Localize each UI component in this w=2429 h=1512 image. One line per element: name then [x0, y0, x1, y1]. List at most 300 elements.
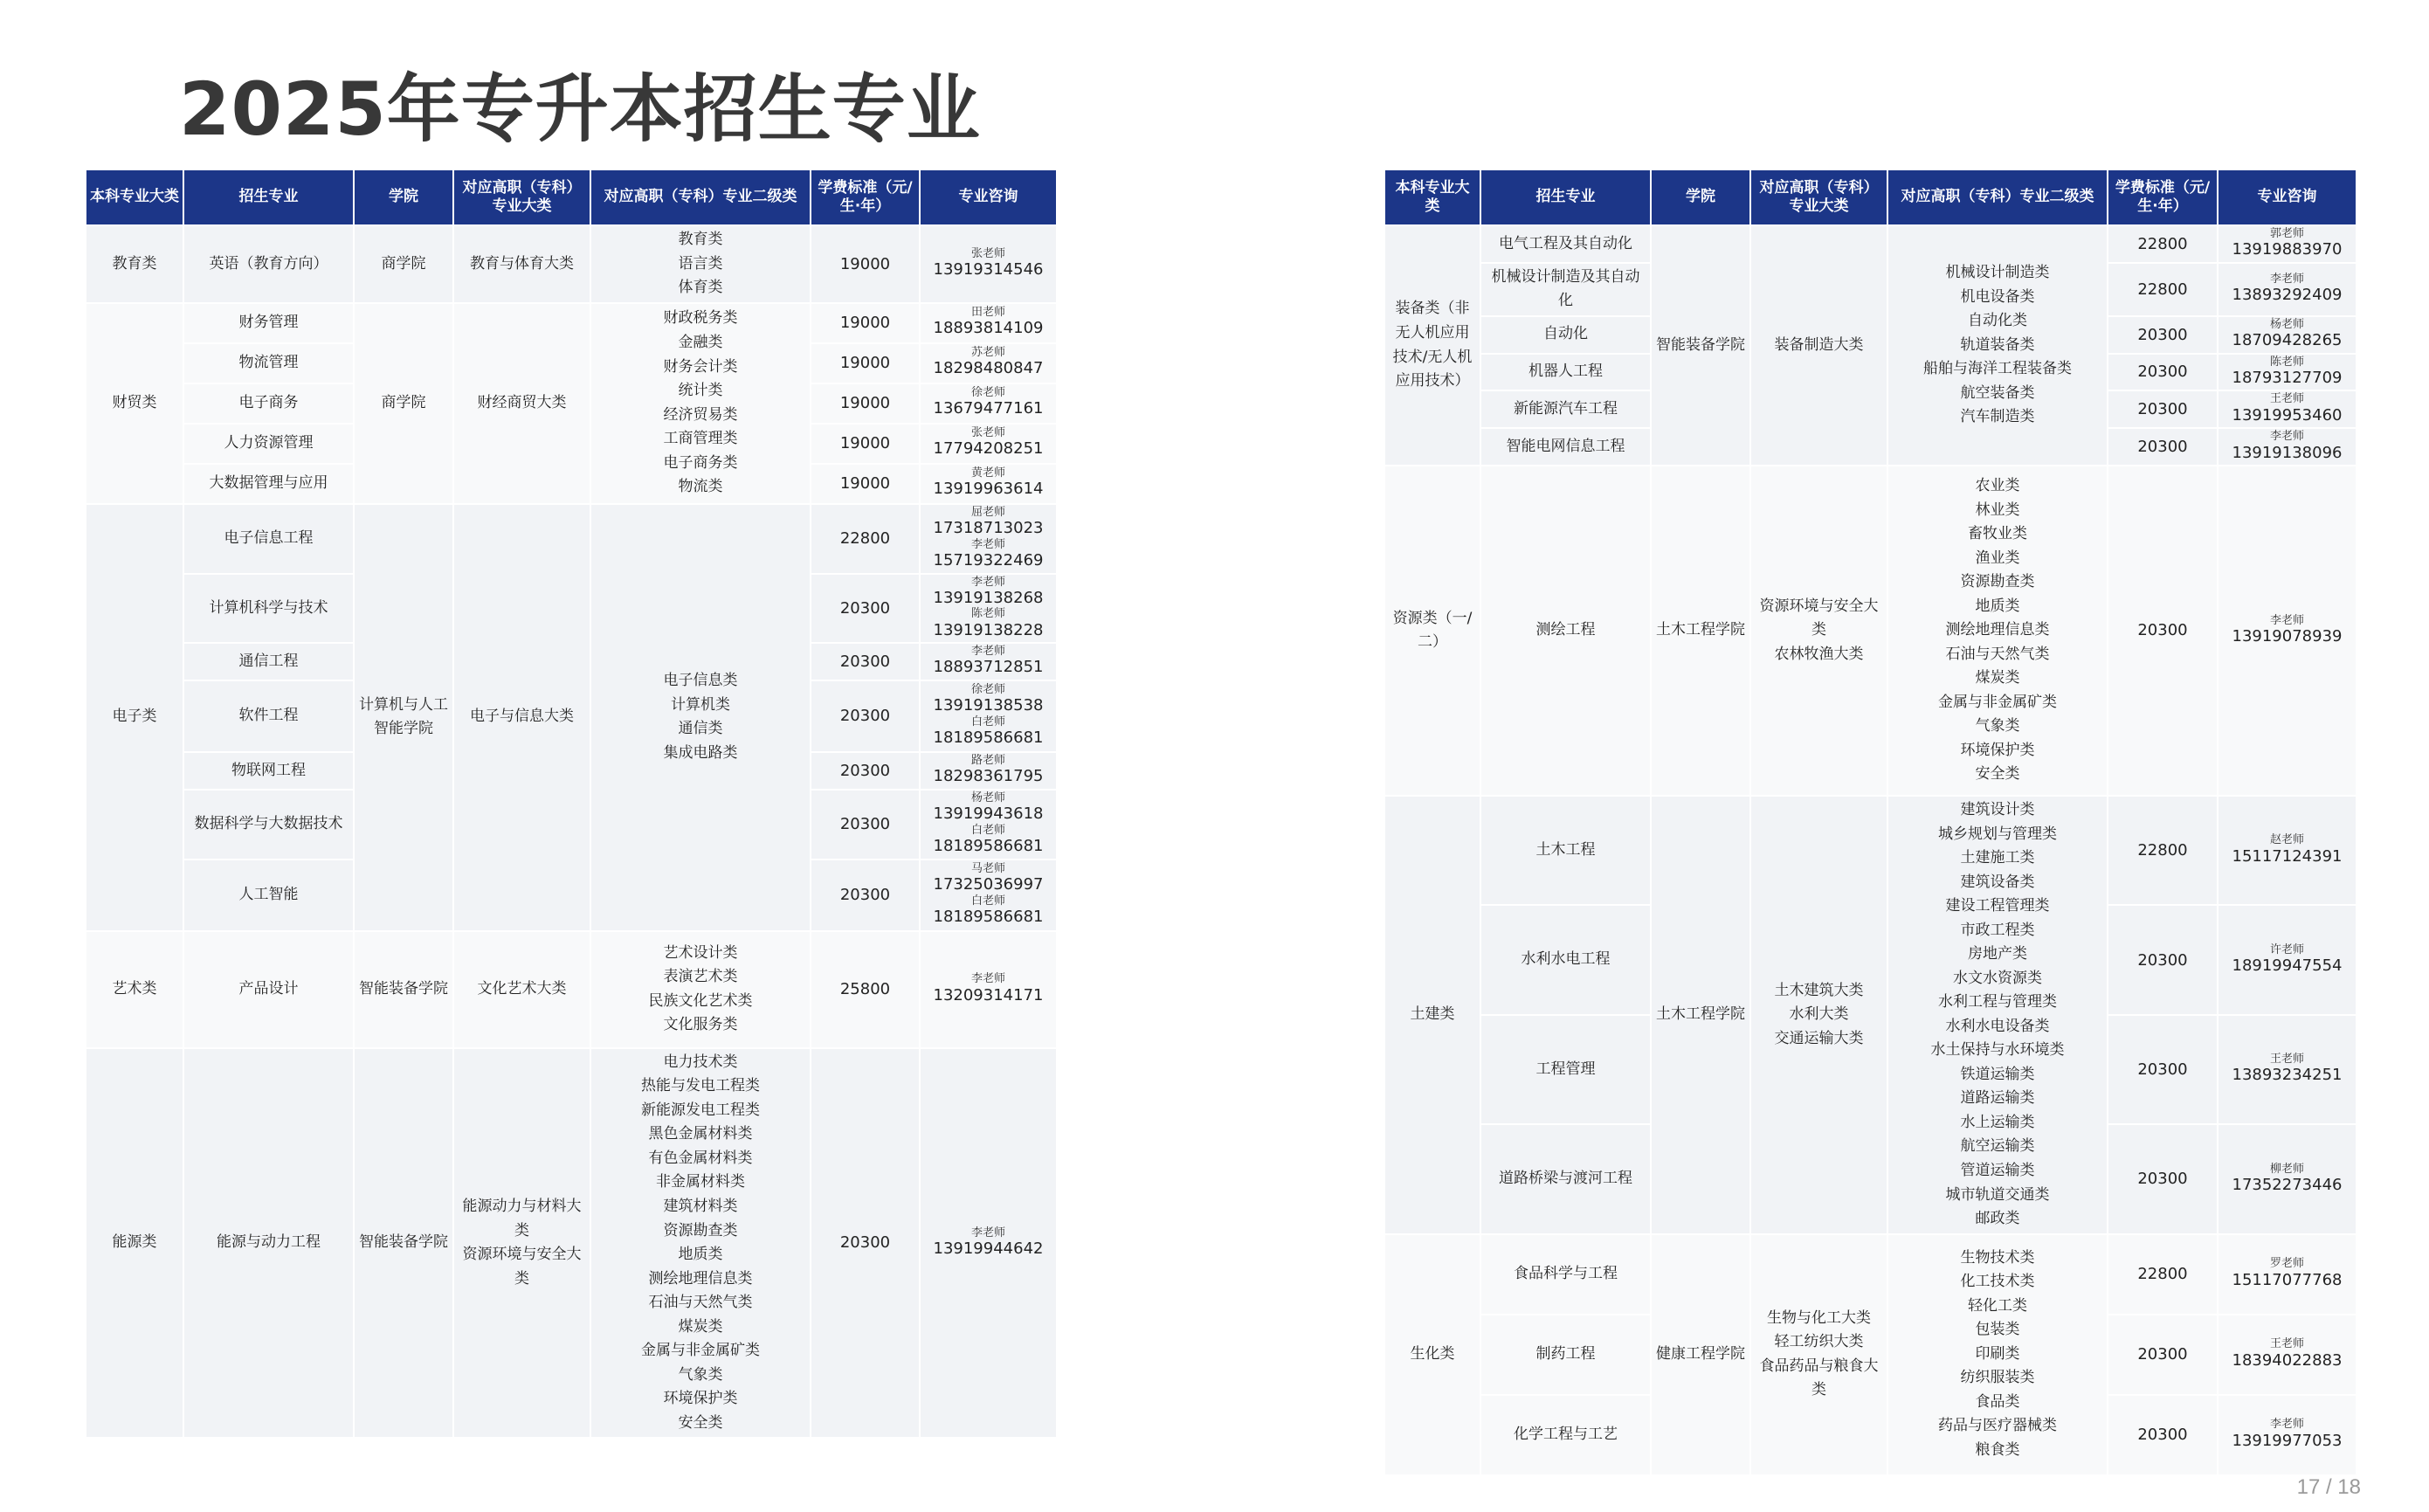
secondary-class-item: 化工技术类	[1960, 1273, 2035, 1291]
contact-phone: 13919963614	[933, 480, 1044, 499]
contact-phone: 13893292409	[2232, 286, 2343, 305]
column-header: 学院	[1651, 169, 1750, 225]
contact-cell	[2218, 905, 2357, 1014]
category-cell: 能源类	[86, 1048, 183, 1439]
major-cell: 人力资源管理	[183, 424, 354, 464]
column-header: 对应高职（专科）专业大类	[1750, 169, 1887, 225]
contact-cell	[920, 383, 1057, 424]
contact-phone: 18189586681	[933, 728, 1044, 748]
fee-cell: 20300	[2108, 354, 2218, 391]
contact-cell	[2218, 1315, 2357, 1395]
contact-phone: 18189586681	[933, 837, 1044, 856]
secondary-class-item: 铁道运输类	[1960, 1065, 2035, 1083]
secondary-class-item: 安全类	[678, 1413, 723, 1432]
major-cell: 道路桥梁与渡河工程	[1480, 1124, 1651, 1233]
vocational-major-cell	[453, 1048, 590, 1439]
contact-cell	[2218, 1124, 2357, 1233]
major-cell: 电子商务	[183, 383, 354, 424]
college-cell: 商学院	[354, 225, 453, 303]
vocational-major-cell	[453, 504, 590, 931]
contact-name: 屈老师	[970, 505, 1005, 519]
contact-cell	[920, 574, 1057, 644]
category-cell: 教育类	[86, 225, 183, 303]
secondary-class-item: 水土保持与水环境类	[1930, 1041, 2065, 1060]
college-cell: 土木工程学院	[1651, 796, 1750, 1234]
secondary-class-item: 渔业类	[1975, 549, 2020, 567]
vocational-major-item: 文化艺术大类	[477, 980, 567, 998]
contact-phone: 13679477161	[933, 399, 1044, 418]
fee-cell: 19000	[811, 383, 920, 424]
table-header-row	[1384, 169, 2357, 225]
contact-phone: 18298361795	[933, 767, 1044, 786]
contact-phone: 13919138096	[2232, 443, 2343, 462]
major-cell: 新能源汽车工程	[1480, 390, 1651, 428]
category-cell: 装备类（非无人机应用技术/无人机应用技术）	[1384, 225, 1480, 466]
major-cell: 电气工程及其自动化	[1480, 225, 1651, 263]
major-cell: 食品科学与工程	[1480, 1234, 1651, 1315]
major-cell: 财务管理	[183, 303, 354, 343]
secondary-class-item: 道路运输类	[1960, 1089, 2035, 1108]
contact-phone: 13893234251	[2232, 1066, 2343, 1085]
contact-name: 李老师	[970, 1225, 1005, 1239]
contact-name: 苏老师	[970, 346, 1005, 360]
category-group	[86, 303, 1057, 504]
major-cell: 测绘工程	[1480, 466, 1651, 796]
contact-name: 李老师	[2269, 1418, 2304, 1432]
table-row	[86, 1048, 1057, 1439]
contact-phone: 18793127709	[2232, 368, 2343, 387]
secondary-class-item: 包装类	[1975, 1321, 2020, 1339]
contact-phone: 13919138268	[933, 588, 1044, 607]
contact-name: 李老师	[2269, 272, 2304, 286]
secondary-class-item: 药品与医疗器械类	[1938, 1417, 2057, 1435]
secondary-class-item: 生物技术类	[1960, 1248, 2035, 1267]
secondary-class-item: 通信类	[678, 720, 723, 738]
secondary-class-item: 自动化类	[1968, 312, 2027, 330]
contact-cell	[920, 424, 1057, 464]
college-cell: 商学院	[354, 303, 453, 504]
secondary-class-item: 气象类	[678, 1365, 723, 1384]
contact-phone: 13209314171	[933, 985, 1044, 1005]
contact-cell	[2218, 225, 2357, 263]
vocational-major-cell	[453, 303, 590, 504]
major-cell: 机械设计制造及其自动化	[1480, 263, 1651, 316]
contact-name: 杨老师	[970, 791, 1005, 804]
contact-cell	[2218, 316, 2357, 354]
major-cell: 水利水电工程	[1480, 905, 1651, 1014]
fee-cell: 19000	[811, 424, 920, 464]
category-cell: 电子类	[86, 504, 183, 931]
secondary-class-item: 民族文化艺术类	[648, 991, 753, 1010]
major-cell: 物流管理	[183, 343, 354, 383]
fee-cell: 22800	[2108, 1234, 2218, 1315]
secondary-class-item: 计算机类	[671, 695, 730, 714]
contact-phone: 18709428265	[2232, 331, 2343, 350]
secondary-class-item: 安全类	[1975, 765, 2020, 784]
major-cell: 土木工程	[1480, 796, 1651, 905]
secondary-class-item: 文化服务类	[663, 1016, 738, 1034]
vocational-major-item: 土木建筑大类	[1774, 981, 1864, 999]
fee-cell: 20300	[811, 643, 920, 680]
secondary-class-item: 电子信息类	[663, 672, 738, 690]
vocational-major-cell	[453, 931, 590, 1048]
category-group	[1384, 225, 2357, 466]
secondary-class-item: 资源勘查类	[1960, 573, 2035, 591]
major-cell: 通信工程	[183, 643, 354, 680]
secondary-class-item: 金属与非金属矿类	[641, 1342, 760, 1360]
contact-phone: 13919883970	[2232, 240, 2343, 259]
contact-phone: 15117077768	[2232, 1270, 2343, 1289]
table-row	[86, 504, 1057, 574]
secondary-class-item: 市政工程类	[1960, 921, 2035, 939]
category-cell: 财贸类	[86, 303, 183, 504]
category-cell: 艺术类	[86, 931, 183, 1048]
secondary-class-item: 教育类	[678, 231, 723, 248]
secondary-class-item: 环境保护类	[663, 1390, 738, 1408]
college-cell: 健康工程学院	[1651, 1234, 1750, 1475]
contact-name: 黄老师	[970, 466, 1005, 480]
contact-cell	[920, 225, 1057, 303]
column-header: 对应高职（专科）专业二级类	[1887, 169, 2108, 225]
secondary-class-item: 财政税务类	[663, 309, 738, 328]
category-cell: 生化类	[1384, 1234, 1480, 1475]
secondary-class-item: 气象类	[1975, 717, 2020, 735]
secondary-class-item: 船舶与海洋工程装备类	[1923, 360, 2072, 378]
secondary-class-item: 非金属材料类	[656, 1173, 745, 1191]
fee-cell: 19000	[811, 343, 920, 383]
contact-phone: 13919314546	[933, 260, 1044, 280]
vocational-major-item: 资源环境与安全大类	[1759, 597, 1879, 639]
contact-name: 李老师	[970, 645, 1005, 659]
contact-name: 李老师	[970, 575, 1005, 589]
contact-phone: 13919944642	[933, 1239, 1044, 1258]
contact-name: 罗老师	[2269, 1257, 2304, 1271]
secondary-class-item: 房地产类	[1968, 945, 2027, 963]
major-cell: 机器人工程	[1480, 354, 1651, 391]
category-cell: 资源类（一/二）	[1384, 466, 1480, 796]
secondary-class-item: 资源勘查类	[663, 1221, 738, 1239]
secondary-class-item: 建设工程管理类	[1945, 897, 2050, 915]
contact-name: 白老师	[970, 715, 1005, 728]
contact-phone: 13919138228	[933, 620, 1044, 639]
contact-phone: 13919078939	[2232, 626, 2343, 646]
secondary-class-item: 煤炭类	[1975, 669, 2020, 687]
secondary-class-item: 轻化工类	[1968, 1296, 2027, 1315]
secondary-class-cell	[1887, 466, 2108, 796]
contact-name: 徐老师	[970, 683, 1005, 697]
vocational-major-item: 能源动力与材料大类	[462, 1197, 582, 1239]
category-group	[86, 931, 1057, 1048]
major-cell: 制药工程	[1480, 1315, 1651, 1395]
fee-cell: 20300	[2108, 466, 2218, 796]
fee-cell: 20300	[811, 1048, 920, 1439]
contact-name: 李老师	[970, 537, 1005, 551]
contact-name: 许老师	[2269, 942, 2304, 956]
contact-phone: 18189586681	[933, 908, 1044, 927]
left-enrollment-table	[85, 169, 1058, 1439]
column-header: 对应高职（专科）专业大类	[453, 169, 590, 225]
column-header: 本科专业大类	[1384, 169, 1480, 225]
secondary-class-item: 水文水资源类	[1953, 969, 2042, 987]
fee-cell: 20300	[811, 752, 920, 790]
vocational-major-item: 水利大类	[1789, 1005, 1849, 1024]
secondary-class-item: 语言类	[678, 254, 723, 273]
fee-cell: 20300	[2108, 905, 2218, 1014]
column-header: 招生专业	[1480, 169, 1651, 225]
fee-cell: 20300	[811, 790, 920, 860]
college-cell: 智能装备学院	[354, 1048, 453, 1439]
fee-cell: 20300	[2108, 1315, 2218, 1395]
contact-phone: 13919943618	[933, 804, 1044, 824]
column-header: 专业咨询	[920, 169, 1057, 225]
secondary-class-cell	[590, 504, 811, 931]
major-cell: 物联网工程	[183, 752, 354, 790]
table-row	[86, 303, 1057, 343]
page-number: 17 / 18	[2296, 1475, 2361, 1499]
table-row	[86, 931, 1057, 1048]
contact-name: 路老师	[970, 753, 1005, 767]
vocational-major-cell	[1750, 1234, 1887, 1475]
contact-phone: 13919953460	[2232, 405, 2343, 425]
fee-cell: 20300	[811, 574, 920, 644]
secondary-class-item: 轨道装备类	[1960, 335, 2035, 354]
fee-cell: 19000	[811, 464, 920, 504]
fee-cell: 20300	[2108, 390, 2218, 428]
contact-phone: 18893814109	[933, 319, 1044, 338]
column-header: 学费标准（元/生·年）	[2108, 169, 2218, 225]
contact-name: 田老师	[970, 306, 1005, 320]
major-cell: 数据科学与大数据技术	[183, 790, 354, 860]
category-group	[86, 225, 1057, 303]
contact-phone: 18919947554	[2232, 956, 2343, 976]
major-cell: 人工智能	[183, 860, 354, 931]
contact-cell	[920, 790, 1057, 860]
contact-name: 马老师	[970, 861, 1005, 875]
secondary-class-item: 地质类	[678, 1246, 723, 1264]
fee-cell: 20300	[2108, 1395, 2218, 1475]
vocational-major-cell	[1750, 796, 1887, 1234]
major-cell: 产品设计	[183, 931, 354, 1048]
table-header-row	[86, 169, 1057, 225]
secondary-class-item: 建筑材料类	[663, 1197, 738, 1215]
category-group	[86, 504, 1057, 931]
right-enrollment-table	[1384, 169, 2357, 1476]
contact-cell	[2218, 390, 2357, 428]
fee-cell: 25800	[811, 931, 920, 1048]
secondary-class-item: 新能源发电工程类	[641, 1101, 760, 1119]
contact-cell	[2218, 1395, 2357, 1475]
secondary-class-item: 财务会计类	[663, 357, 738, 376]
college-cell: 土木工程学院	[1651, 466, 1750, 796]
contact-cell	[2218, 354, 2357, 391]
secondary-class-item: 邮政类	[1975, 1210, 2020, 1228]
contact-name: 白老师	[970, 823, 1005, 837]
table-row	[1384, 225, 2357, 263]
vocational-major-item: 农林牧渔大类	[1774, 645, 1864, 663]
secondary-class-item: 金融类	[678, 334, 723, 351]
secondary-class-item: 黑色金属材料类	[648, 1125, 753, 1143]
category-cell: 土建类	[1384, 796, 1480, 1234]
vocational-major-item: 食品药品与粮食大类	[1759, 1357, 1879, 1399]
column-header: 招生专业	[183, 169, 354, 225]
vocational-major-cell	[453, 225, 590, 303]
secondary-class-item: 机电设备类	[1960, 287, 2035, 306]
fee-cell: 22800	[2108, 796, 2218, 905]
secondary-class-item: 电力技术类	[663, 1053, 738, 1071]
contact-phone: 15719322469	[933, 550, 1044, 570]
contact-phone: 18298480847	[933, 359, 1044, 378]
secondary-class-item: 粮食类	[1975, 1440, 2020, 1459]
contact-cell	[2218, 428, 2357, 466]
secondary-class-item: 食品类	[1975, 1392, 2020, 1411]
secondary-class-item: 电子商务类	[663, 453, 738, 472]
fee-cell: 22800	[2108, 225, 2218, 263]
contact-phone: 17325036997	[933, 875, 1044, 894]
major-cell: 工程管理	[1480, 1015, 1651, 1124]
contact-name: 张老师	[970, 426, 1005, 440]
contact-name: 白老师	[970, 894, 1005, 908]
major-cell: 化学工程与工艺	[1480, 1395, 1651, 1475]
contact-name: 郭老师	[2269, 227, 2304, 240]
fee-cell: 22800	[811, 504, 920, 574]
secondary-class-item: 艺术设计类	[663, 943, 738, 962]
fee-cell: 20300	[2108, 1015, 2218, 1124]
contact-name: 柳老师	[2269, 1162, 2304, 1176]
secondary-class-item: 城乡规划与管理类	[1938, 825, 2057, 843]
table-row	[1384, 466, 2357, 796]
college-cell: 智能装备学院	[1651, 225, 1750, 466]
category-group	[1384, 1234, 2357, 1475]
contact-phone: 17318713023	[933, 519, 1044, 538]
secondary-class-item: 管道运输类	[1960, 1162, 2035, 1180]
secondary-class-item: 石油与天然气类	[648, 1294, 753, 1312]
secondary-class-item: 地质类	[1975, 597, 2020, 615]
contact-name: 陈老师	[970, 607, 1005, 621]
secondary-class-item: 水利水电设备类	[1945, 1017, 2050, 1035]
secondary-class-item: 纺织服装类	[1960, 1369, 2035, 1387]
fee-cell: 20300	[2108, 316, 2218, 354]
contact-cell	[2218, 1234, 2357, 1315]
contact-name: 杨老师	[2269, 317, 2304, 331]
contact-phone: 17352273446	[2232, 1175, 2343, 1194]
category-group	[1384, 466, 2357, 796]
secondary-class-cell	[1887, 1234, 2108, 1475]
contact-phone: 15117124391	[2232, 846, 2343, 866]
column-header: 学费标准（元/生·年）	[811, 169, 920, 225]
secondary-class-item: 热能与发电工程类	[641, 1077, 760, 1095]
contact-phone: 18893712851	[933, 658, 1044, 677]
contact-name: 徐老师	[970, 386, 1005, 400]
vocational-major-item: 教育与体育大类	[470, 254, 574, 273]
secondary-class-item: 体育类	[678, 279, 723, 297]
secondary-class-item: 建筑设计类	[1960, 801, 2035, 819]
fee-cell: 20300	[2108, 428, 2218, 466]
column-header: 学院	[354, 169, 453, 225]
contact-phone: 17794208251	[933, 439, 1044, 459]
major-cell: 电子信息工程	[183, 504, 354, 574]
contact-name: 王老师	[2269, 1053, 2304, 1067]
secondary-class-cell	[590, 931, 811, 1048]
contact-cell	[2218, 796, 2357, 905]
college-cell: 计算机与人工智能学院	[354, 504, 453, 931]
vocational-major-item: 生物与化工大类	[1767, 1308, 1871, 1327]
fee-cell: 20300	[811, 860, 920, 931]
contact-phone: 13919977053	[2232, 1431, 2343, 1450]
contact-cell	[920, 860, 1057, 931]
contact-cell	[920, 343, 1057, 383]
table-row	[1384, 796, 2357, 905]
secondary-class-item: 经济贸易类	[663, 405, 738, 424]
contact-cell	[920, 680, 1057, 752]
secondary-class-item: 集成电路类	[663, 743, 738, 762]
contact-name: 王老师	[2269, 1337, 2304, 1351]
vocational-major-item: 轻工纺织大类	[1774, 1333, 1864, 1351]
secondary-class-item: 畜牧业类	[1968, 525, 2027, 543]
contact-cell	[920, 464, 1057, 504]
secondary-class-item: 统计类	[678, 382, 723, 400]
column-header: 本科专业大类	[86, 169, 183, 225]
contact-name: 李老师	[2269, 613, 2304, 627]
secondary-class-item: 水利工程与管理类	[1938, 993, 2057, 1011]
major-cell: 能源与动力工程	[183, 1048, 354, 1439]
contact-phone: 18394022883	[2232, 1350, 2343, 1370]
vocational-major-item: 交通运输大类	[1774, 1029, 1864, 1047]
secondary-class-item: 工商管理类	[663, 430, 738, 448]
secondary-class-item: 煤炭类	[678, 1317, 723, 1336]
contact-cell	[920, 752, 1057, 790]
secondary-class-cell	[1887, 796, 2108, 1234]
contact-cell	[2218, 1015, 2357, 1124]
contact-phone: 13919138538	[933, 696, 1044, 715]
secondary-class-cell	[1887, 225, 2108, 466]
secondary-class-item: 建筑设备类	[1960, 873, 2035, 891]
college-cell: 智能装备学院	[354, 931, 453, 1048]
table-row	[86, 225, 1057, 303]
page-title: 2025年专升本招生专业	[179, 66, 981, 152]
contact-name: 李老师	[970, 972, 1005, 986]
contact-cell	[2218, 263, 2357, 316]
contact-name: 李老师	[2269, 430, 2304, 444]
table-row	[1384, 1234, 2357, 1315]
vocational-major-item: 财经商贸大类	[477, 393, 567, 411]
secondary-class-item: 汽车制造类	[1960, 408, 2035, 426]
secondary-class-cell	[590, 303, 811, 504]
fee-cell: 19000	[811, 225, 920, 303]
secondary-class-item: 金属与非金属矿类	[1938, 693, 2057, 711]
secondary-class-item: 水上运输类	[1960, 1113, 2035, 1131]
contact-cell	[2218, 466, 2357, 796]
secondary-class-item: 测绘地理信息类	[1945, 621, 2050, 639]
secondary-class-item: 有色金属材料类	[648, 1149, 753, 1167]
secondary-class-item: 航空运输类	[1960, 1137, 2035, 1156]
contact-cell	[920, 1048, 1057, 1439]
fee-cell: 22800	[2108, 263, 2218, 316]
secondary-class-item: 石油与天然气类	[1945, 645, 2050, 663]
vocational-major-item: 装备制造大类	[1774, 335, 1864, 354]
contact-name: 王老师	[2269, 392, 2304, 406]
fee-cell: 20300	[811, 680, 920, 752]
major-cell: 计算机科学与技术	[183, 574, 354, 644]
major-cell: 智能电网信息工程	[1480, 428, 1651, 466]
fee-cell: 20300	[2108, 1124, 2218, 1233]
column-header: 专业咨询	[2218, 169, 2357, 225]
vocational-major-item: 资源环境与安全大类	[462, 1246, 582, 1288]
secondary-class-item: 机械设计制造类	[1945, 264, 2050, 282]
contact-cell	[920, 643, 1057, 680]
major-cell: 软件工程	[183, 680, 354, 752]
vocational-major-item: 电子与信息大类	[470, 708, 574, 726]
contact-name: 张老师	[970, 246, 1005, 260]
